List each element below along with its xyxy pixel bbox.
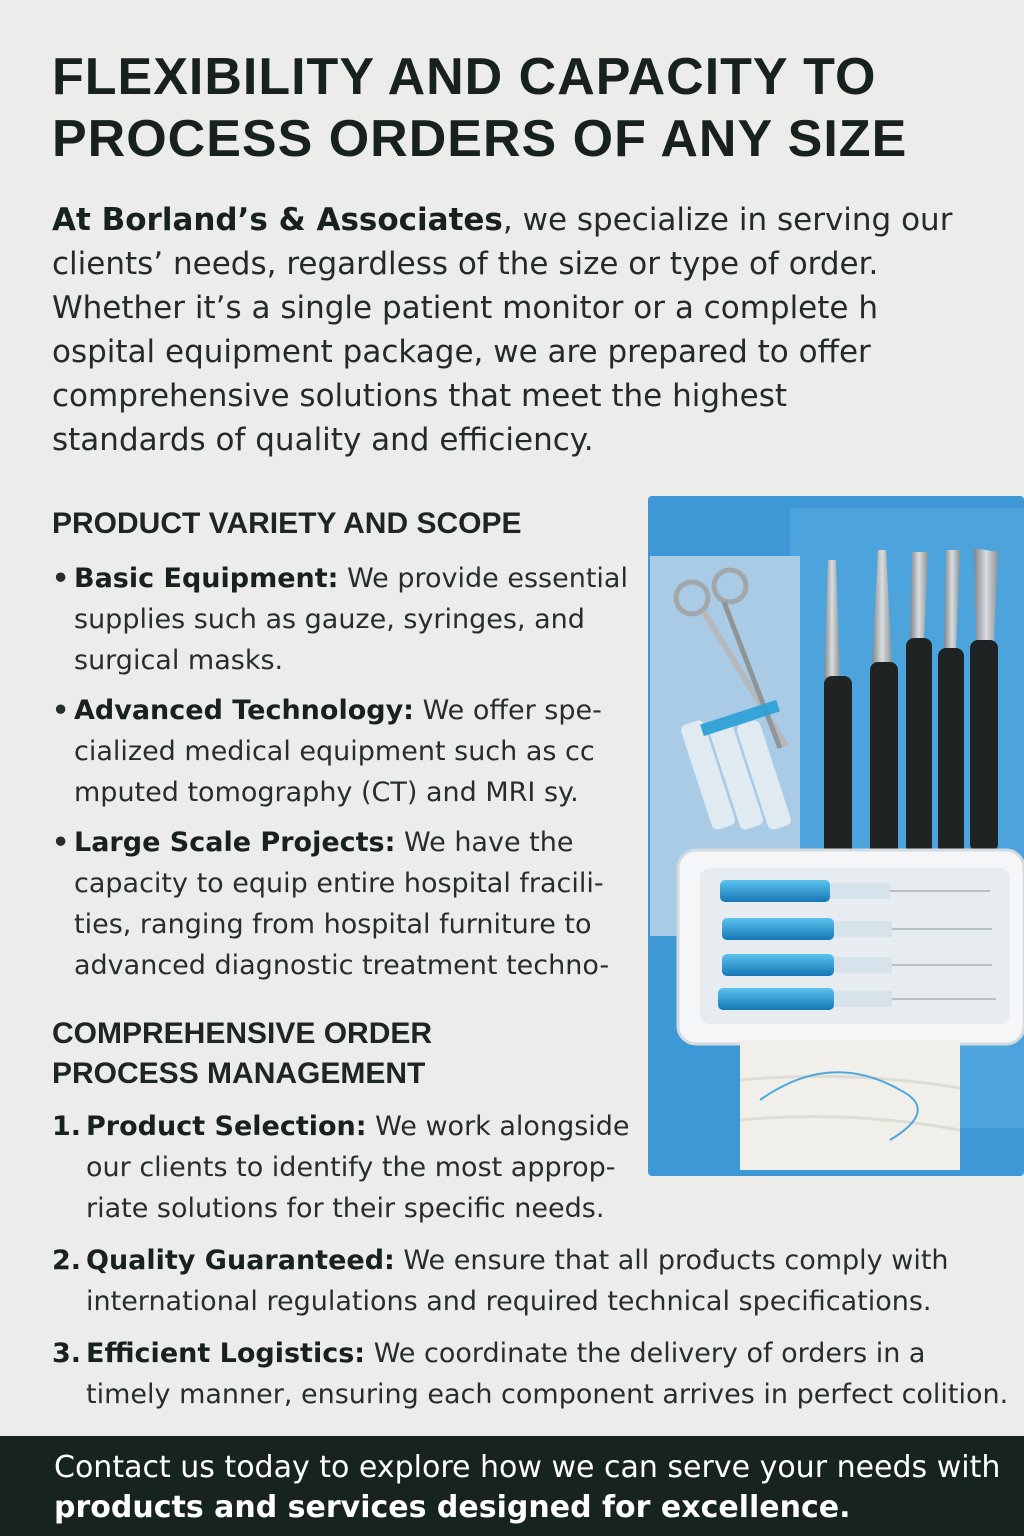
contact-footer: [0, 1436, 1024, 1536]
intro-line-2: clients’ needs, regardless of the size or type of order.: [52, 246, 879, 282]
list-item: • Advanced Technology: We offer spe- cialized medical equipment such as cc mputed tomography (CT) and MRI sy.: [52, 690, 632, 813]
item-label: Advanced Technology:: [74, 695, 414, 726]
page-title-line-1: FLEXIBILITY AND CAPACITY TO: [52, 48, 877, 106]
intro-line-6: standards of quality and efficiency.: [52, 422, 594, 458]
medical-supplies-image: [640, 490, 1024, 1180]
item-label: Basic Equipment:: [74, 563, 339, 594]
list-item: 2. Quality Guaranteed: We ensure that all prođucts comply with international regulations and required technical specifications.: [52, 1240, 1012, 1322]
step-number: 2.: [52, 1245, 82, 1276]
step-number: 1.: [52, 1111, 82, 1142]
bullet-icon: •: [52, 827, 70, 858]
list-item: • Basic Equipment: We provide essential supplies such as gauze, syringes, and surgical masks.: [52, 558, 632, 681]
intro-line-1: At Borland’s & Associates, we specialize in serving our: [52, 202, 953, 238]
step-number: 3.: [52, 1338, 82, 1369]
footer-line-2: products and services designed for excellence.: [54, 1490, 851, 1525]
step-label: Quality Guaranteed:: [86, 1245, 395, 1276]
order-section-heading: COMPREHENSIVE ORDER PROCESS MANAGEMENT: [52, 1017, 433, 1090]
intro-line-5: comprehensive solutions that meet the highest: [52, 378, 788, 414]
intro-line-3: Whether it’s a single patient monitor or a complete h: [52, 290, 878, 326]
list-item: 3. Efficient Logistics: We coordinate the delivery of orders in a timely manner, ensuring each component arrives in perfect colition.: [52, 1333, 1012, 1415]
company-name: At Borland’s & Associates: [52, 202, 503, 238]
intro-paragraph: [52, 198, 953, 462]
gauze-icon: [740, 1040, 960, 1170]
bullet-icon: •: [52, 563, 70, 594]
footer-line-1: Contact us today to explore how we can serve your needs with: [54, 1450, 1001, 1485]
list-item: 1. Product Selection: We work alongside our clients to identify the most approp- riate solutions for their specific needs.: [52, 1106, 1012, 1229]
bullet-icon: •: [52, 695, 70, 726]
intro-line-4: ospital equipment package, we are prepared to offer: [52, 334, 871, 370]
item-label: Large Scale Projects:: [74, 827, 396, 858]
product-list: [52, 558, 632, 995]
step-label: Product Selection:: [86, 1111, 367, 1142]
page-title-line-2: PROCESS ORDERS OF ANY SIZE: [52, 110, 908, 168]
page-title: [52, 46, 992, 170]
step-label: Efficient Logistics:: [86, 1338, 366, 1369]
product-section-heading: PRODUCT VARIETY AND SCOPE: [52, 507, 522, 540]
list-item: • Large Scale Projects: We have the capacity to equip entire hospital fracili- ties, ranging from hospital furniture to advanced diagnostic treatment techno-: [52, 822, 632, 986]
